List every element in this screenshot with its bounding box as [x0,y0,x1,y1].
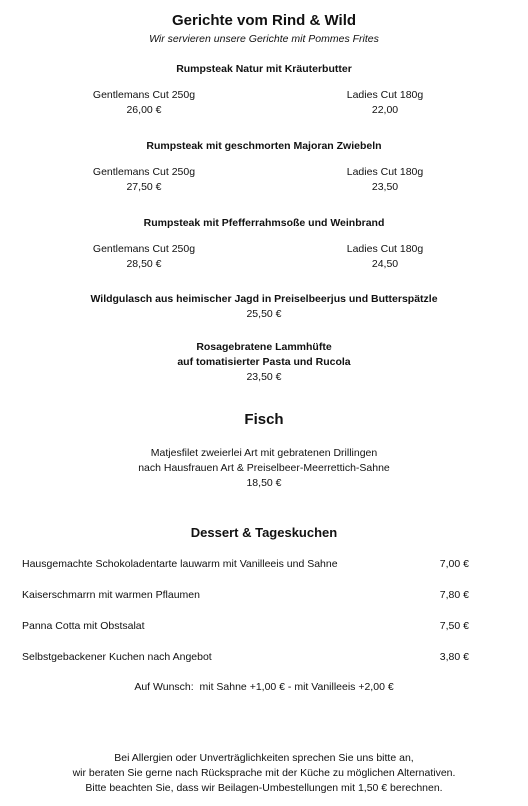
dessert-item [22,557,469,572]
ladies-cut-label: Ladies Cut 180g [346,166,424,178]
wildgulasch-price: 25,50 € [246,308,282,321]
dessert-item [22,588,469,603]
dessert-item-price: 7,00 € [439,558,469,570]
wildgulasch-title: Wildgulasch aus heimischer Jagd in Preiselbeerjus und Butterspätzle [90,293,438,305]
allergy-notice-line3: Bitte beachten Sie, dass wir Beilagen-Umbestellungen mit 1,50 € berechnen. [85,782,443,795]
matjesfilet-price: 18,50 € [246,477,282,490]
gentlemen-cut-label: Gentlemans Cut 250g [92,89,196,101]
rumpsteak-majoran-title: Rumpsteak mit geschmorten Majoran Zwiebeln [146,140,382,152]
dessert-item-name: Hausgemachte Schokoladentarte lauwarm mit Vanilleeis und Sahne [22,558,338,570]
rumpsteak-majoran-gentlemen [82,165,206,195]
rumpsteak-natur-gentlemen [82,88,206,118]
page-subtitle: Wir servieren unsere Gerichte mit Pommes Frites [149,33,379,45]
rumpsteak-majoran-ladies [335,165,435,195]
rumpsteak-pfeffer-gentlemen [82,242,206,272]
dessert-item [22,650,469,665]
dessert-item-price: 3,80 € [439,651,469,663]
gentlemen-cut-label: Gentlemans Cut 250g [92,243,196,255]
allergy-notice [0,751,528,797]
dessert-item-name: Panna Cotta mit Obstsalat [22,620,145,632]
ladies-cut-price: 23,50 [371,181,399,194]
dessert-heading: Dessert & Tageskuchen [190,525,338,540]
matjesfilet-item [0,446,528,492]
ladies-cut-price: 22,00 [371,104,399,117]
gentlemen-cut-price: 28,50 € [126,258,162,271]
ladies-cut-price: 24,50 [371,258,399,271]
dessert-item-name: Kaiserschmarrn mit warmen Pflaumen [22,589,200,601]
rumpsteak-pfeffer-title: Rumpsteak mit Pfefferrahmsoße und Weinbrand [143,217,385,229]
gentlemen-cut-label: Gentlemans Cut 250g [92,166,196,178]
dessert-item [22,619,469,634]
lammhuefte-line1: Rosagebratene Lammhüfte [196,341,332,353]
matjesfilet-line2: nach Hausfrauen Art & Preiselbeer-Meerrettich-Sahne [138,462,390,475]
lammhuefte-line2: auf tomatisierter Pasta und Rucola [177,356,351,369]
matjesfilet-line1: Matjesfilet zweierlei Art mit gebratenen Drillingen [150,447,378,459]
ladies-cut-label: Ladies Cut 180g [346,243,424,255]
dessert-item-price: 7,80 € [439,589,469,601]
rumpsteak-natur-ladies [335,88,435,118]
allergy-notice-line2: wir beraten Sie gerne nach Rücksprache mit der Küche zu möglichen Alternativen. [72,767,456,780]
rumpsteak-natur-title: Rumpsteak Natur mit Kräuterbutter [176,63,352,75]
dessert-item-price: 7,50 € [439,620,469,632]
dessert-extras: Auf Wunsch: mit Sahne +1,00 € - mit Vanilleeis +2,00 € [134,681,394,693]
dessert-item-name: Selbstgebackener Kuchen nach Angebot [22,651,212,663]
wildgulasch-item [0,292,528,322]
allergy-notice-line1: Bei Allergien oder Unverträglichkeiten sprechen Sie uns bitte an, [114,752,414,764]
rumpsteak-pfeffer-ladies [335,242,435,272]
gentlemen-cut-price: 26,00 € [126,104,162,117]
lammhuefte-item [0,340,528,386]
ladies-cut-label: Ladies Cut 180g [346,89,424,101]
lammhuefte-price: 23,50 € [246,371,282,384]
page-title: Gerichte vom Rind & Wild [171,12,357,29]
fisch-heading: Fisch [244,411,284,428]
gentlemen-cut-price: 27,50 € [126,181,162,194]
